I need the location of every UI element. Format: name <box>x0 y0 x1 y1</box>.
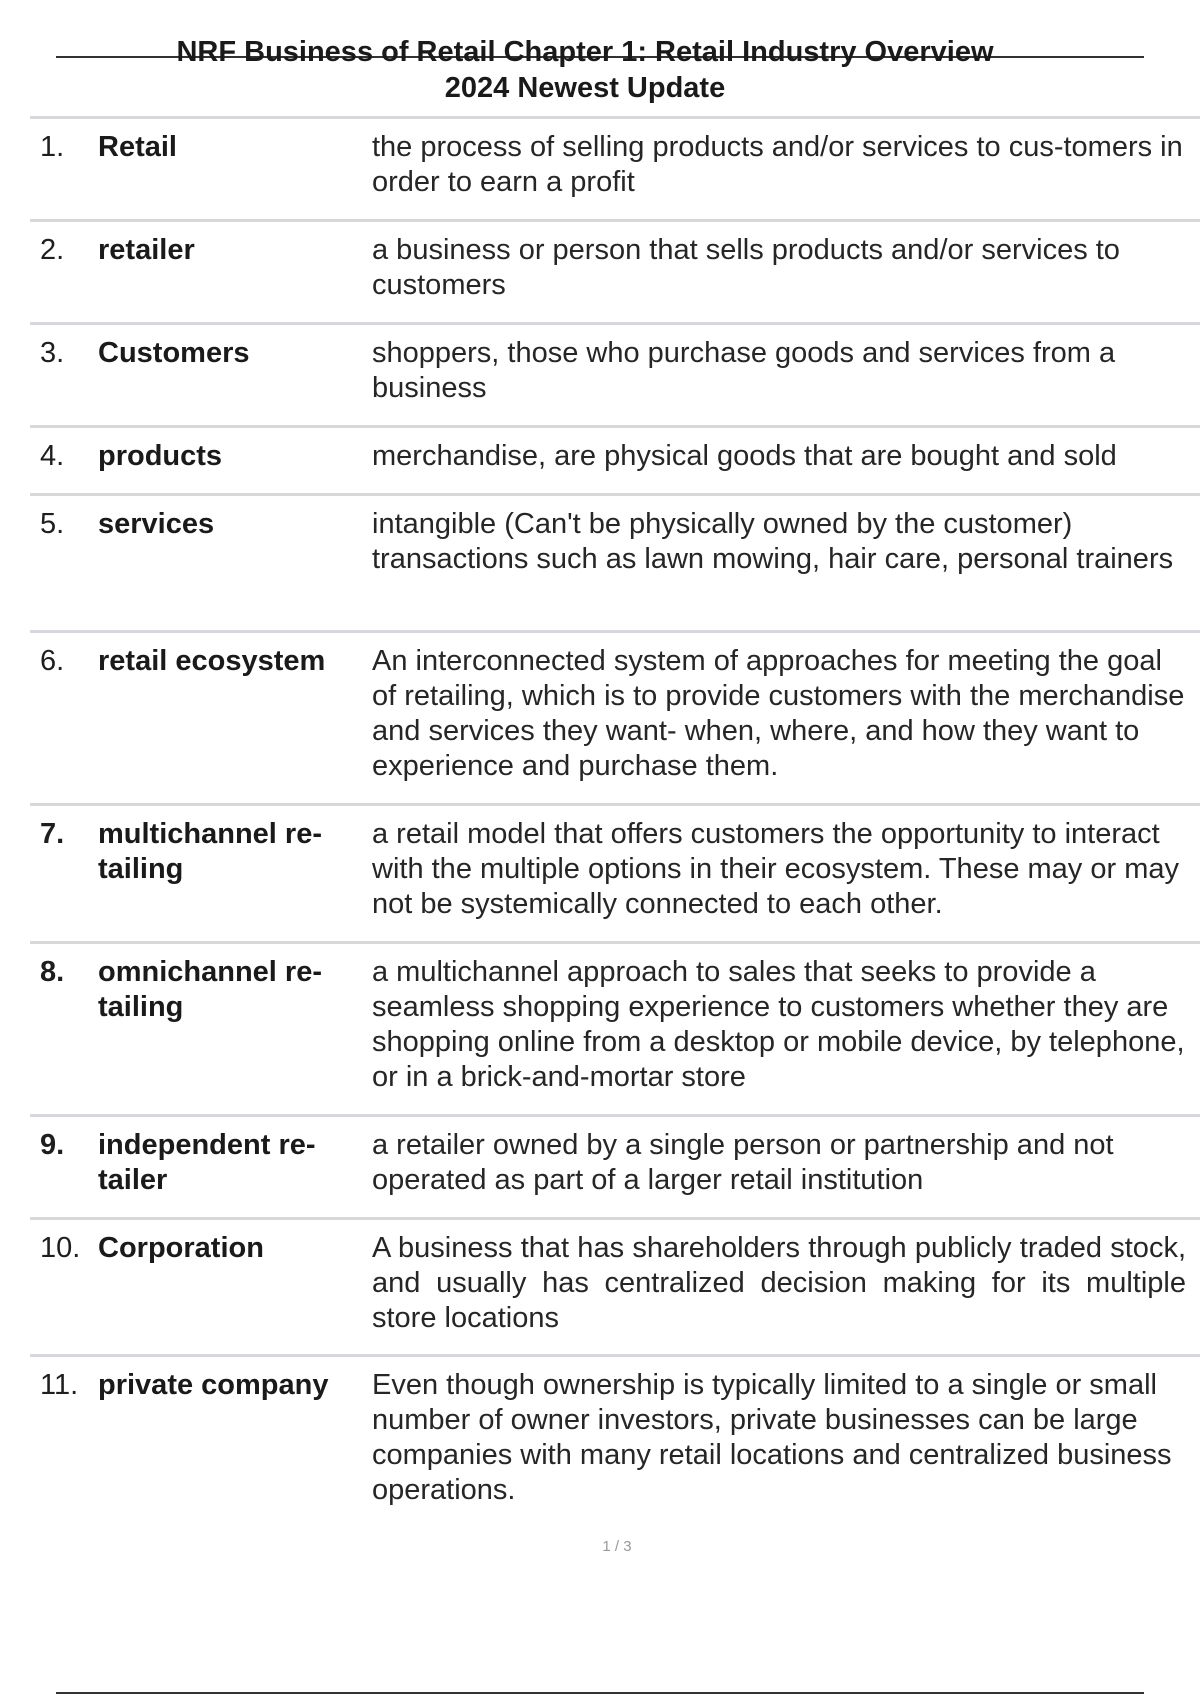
list-item <box>30 116 1200 219</box>
list-item <box>30 941 1200 1114</box>
item-term: services <box>98 508 215 540</box>
item-term: multichannel re-tailing <box>98 818 322 885</box>
item-number: 5. <box>40 508 65 540</box>
item-definition: the process of selling products and/or services to cus-tomers in order to earn a profit <box>372 131 1183 198</box>
item-definition: a retail model that offers customers the opportunity to interact with the multiple options in their ecosystem. These may or may not be systemically connected to each other. <box>372 818 1179 920</box>
item-term: Corporation <box>98 1232 264 1264</box>
footer-rule <box>56 1692 1144 1694</box>
list-item <box>30 1354 1200 1527</box>
item-number: 3. <box>40 337 65 369</box>
item-term: omnichannel re-tailing <box>98 956 322 1023</box>
item-number: 10. <box>40 1232 81 1264</box>
list-item <box>30 803 1200 941</box>
page-indicator: 1 / 3 <box>602 1538 632 1555</box>
item-term: retail ecosystem <box>98 645 326 677</box>
item-definition: Even though ownership is typically limited to a single or small number of owner investors, private businesses can be large companies with many retail locations and centralized business operations. <box>372 1369 1172 1506</box>
item-definition: A business that has shareholders through publicly traded stock, and usually has centralized decision making for its multiple store locations <box>372 1232 1186 1334</box>
list-item <box>30 1217 1200 1354</box>
item-term: private company <box>98 1369 329 1401</box>
list-item <box>30 630 1200 803</box>
item-term: Customers <box>98 337 250 369</box>
item-definition: An interconnected system of approaches for meeting the goal of retailing, which is to provide customers with the merchandise and services they want- when, where, and how they want to experience and purchase them. <box>372 645 1185 782</box>
list-item <box>30 219 1200 322</box>
item-number: 1. <box>40 131 65 163</box>
item-number: 2. <box>40 234 65 266</box>
item-definition: a retailer owned by a single person or partnership and not operated as part of a larger retail institution <box>372 1129 1114 1196</box>
item-number: 9. <box>40 1129 65 1161</box>
item-term: independent re-tailer <box>98 1129 316 1196</box>
item-definition: intangible (Can't be physically owned by the customer) transactions such as lawn mowing, hair care, personal trainers <box>372 508 1174 575</box>
item-term: Retail <box>98 131 177 163</box>
item-number: 11. <box>40 1369 79 1401</box>
item-number: 4. <box>40 440 65 472</box>
list-item <box>30 322 1200 425</box>
page-subtitle: 2024 Newest Update <box>444 72 726 104</box>
list-item <box>30 1114 1200 1217</box>
item-definition: a multichannel approach to sales that seeks to provide a seamless shopping experience to customers whether they are shopping online from a desktop or mobile device, by telephone, or in a brick-and-mortar store <box>372 956 1185 1093</box>
item-term: products <box>98 440 223 472</box>
list-item <box>30 493 1200 630</box>
item-number: 7. <box>40 818 65 850</box>
page-title: NRF Business of Retail Chapter 1: Retail Industry Overview <box>176 36 994 68</box>
item-number: 6. <box>40 645 65 677</box>
item-definition: merchandise, are physical goods that are bought and sold <box>372 440 1117 472</box>
list-item <box>30 425 1200 493</box>
item-definition: a business or person that sells products and/or services to customers <box>372 234 1120 301</box>
item-term: retailer <box>98 234 195 266</box>
item-number: 8. <box>40 956 65 988</box>
term-list <box>30 116 1200 1527</box>
item-definition: shoppers, those who purchase goods and services from a business <box>372 337 1116 404</box>
